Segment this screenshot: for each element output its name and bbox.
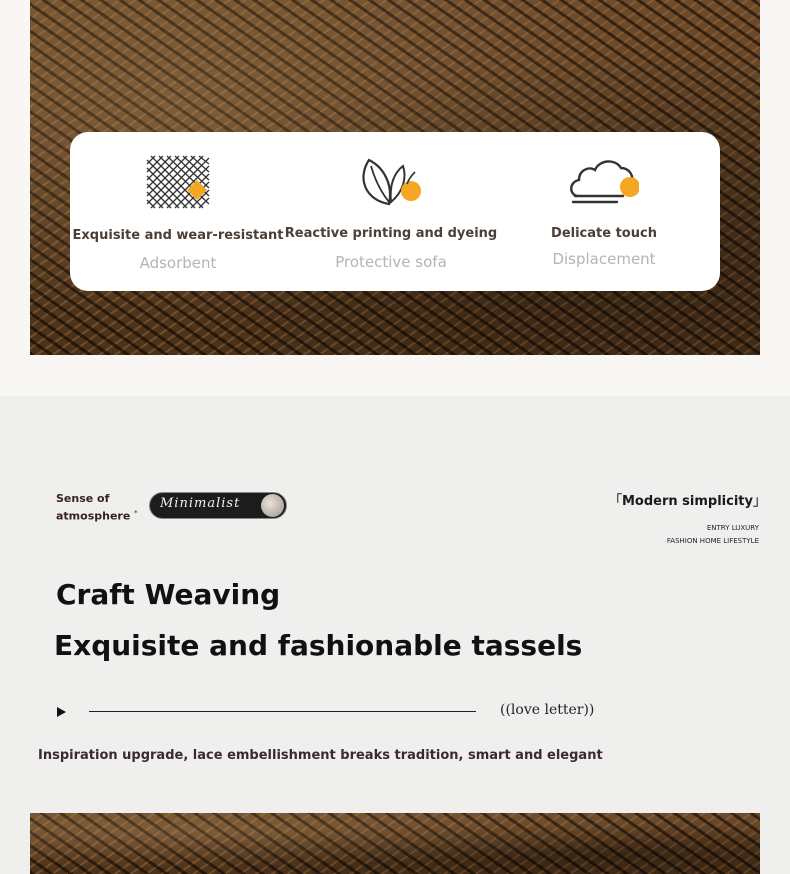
cloud-icon	[569, 156, 639, 204]
feature-delicate-touch	[496, 132, 712, 291]
entry-luxury-tagline	[667, 522, 759, 548]
entry-line1: ENTRY LUXURY	[706, 524, 759, 532]
feature-card	[70, 132, 720, 291]
sense-of-atmosphere	[56, 492, 138, 524]
fabric-bottom-image	[30, 813, 760, 874]
feature-subtitle: Displacement	[552, 250, 656, 268]
badge-text: Minimalist	[160, 496, 241, 511]
love-letter-label: ((love letter))	[500, 702, 595, 718]
leaf-icon	[359, 156, 423, 208]
sense-line2: atmosphere *	[56, 509, 138, 523]
sense-line1: Sense of	[56, 492, 110, 505]
minimalist-badge	[149, 492, 287, 519]
weave-pattern-icon	[145, 154, 211, 210]
headline-craft-weaving: Craft Weaving	[56, 578, 281, 611]
entry-line2: FASHION HOME LIFESTYLE	[666, 537, 759, 545]
feature-title: Exquisite and wear-resistant	[72, 228, 284, 243]
feature-title: Reactive printing and dyeing	[284, 226, 498, 241]
headline-tassels: Exquisite and fashionable tassels	[54, 629, 583, 662]
play-icon[interactable]	[57, 707, 66, 717]
feature-subtitle: Protective sofa	[335, 253, 447, 271]
feature-printing-dyeing	[283, 132, 499, 291]
craft-section	[0, 396, 790, 874]
divider-line	[89, 711, 476, 712]
feature-title: Delicate touch	[551, 226, 657, 241]
feature-wear-resistant	[70, 132, 286, 291]
feature-subtitle: Adsorbent	[139, 254, 217, 272]
badge-thumbnail	[261, 494, 284, 517]
inspiration-text: Inspiration upgrade, lace embellishment breaks tradition, smart and elegant	[38, 748, 603, 763]
sense-mark: *	[134, 509, 138, 517]
modern-simplicity-title: 「Modern simplicity」	[609, 494, 766, 509]
